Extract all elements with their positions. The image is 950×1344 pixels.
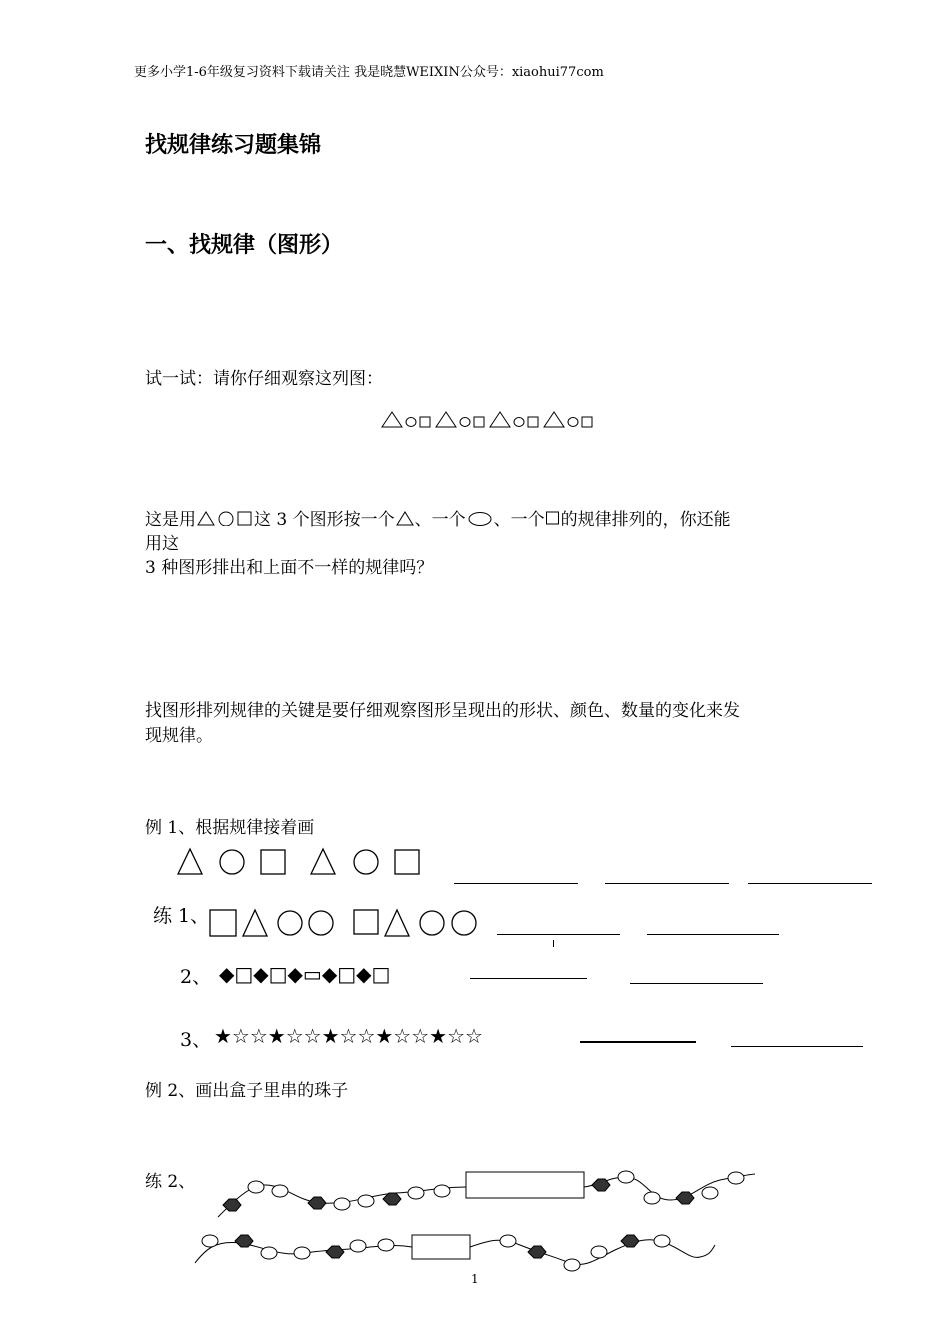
practice-3-label: 3、: [180, 1029, 212, 1051]
light-bead: [591, 1246, 607, 1258]
light-bead: [644, 1192, 660, 1204]
page-number: 1: [471, 1272, 479, 1286]
square-icon: [261, 850, 285, 874]
circle-icon: [568, 418, 578, 427]
answer-blank[interactable]: [470, 978, 587, 979]
light-bead: [248, 1181, 264, 1193]
square-icon: [528, 417, 538, 427]
dark-bead: [308, 1197, 326, 1209]
triangle-icon: [385, 910, 409, 936]
light-bead: [408, 1187, 424, 1199]
circle-icon: [452, 911, 476, 935]
key-line-1: 找图形排列规律的关键是要仔细观察图形呈现出的形状、颜色、数量的变化来发: [145, 701, 740, 721]
triangle-icon: [243, 910, 267, 936]
triangle-icon: [544, 412, 564, 427]
light-bead: [618, 1171, 634, 1183]
example-2-label: 例 2、画出盒子里串的珠子: [145, 1081, 349, 1101]
circle-icon: [309, 911, 333, 935]
shape-sequence-svg: [380, 410, 610, 430]
explain-text-c: 、一个: [414, 510, 466, 530]
square-icon: [582, 417, 592, 427]
circle-icon: [278, 911, 302, 935]
example-1-label: 例 1、根据规律接着画: [145, 818, 315, 838]
light-bead: [358, 1195, 374, 1207]
bead-strings-diagram: [190, 1165, 760, 1275]
answer-blank[interactable]: [605, 883, 729, 884]
triangle-icon: [198, 512, 214, 525]
answer-blank[interactable]: [630, 983, 763, 984]
light-bead: [378, 1239, 394, 1251]
answer-blank[interactable]: [580, 1041, 696, 1043]
explain-text-e: 的规律排列的，你还能: [560, 510, 731, 530]
explain-text-b: 这 3 个图形按一个: [254, 510, 395, 530]
triangle-icon: [382, 412, 402, 427]
light-bead: [654, 1235, 670, 1247]
key-line-2: 现规律。: [145, 726, 213, 746]
circle-icon: [460, 418, 470, 427]
practice-4-label: 练 2、: [145, 1172, 196, 1192]
stray-mark: [553, 940, 554, 947]
bead-box-1: [466, 1172, 584, 1198]
square-icon: [420, 417, 430, 427]
practice-2-symbols: ◆□◆□◆▭◆□◆□: [219, 962, 391, 986]
circle-icon: [354, 850, 378, 874]
circle-icon: [220, 850, 244, 874]
answer-blank[interactable]: [748, 883, 872, 884]
explain-line-3: 3 种图形排出和上面不一样的规律吗？: [145, 558, 434, 578]
light-bead: [702, 1187, 718, 1199]
example-1-shapes: [175, 845, 425, 877]
square-icon: [395, 850, 419, 874]
answer-blank[interactable]: [454, 883, 578, 884]
light-bead: [272, 1185, 288, 1197]
practice-2-label: 2、: [180, 966, 212, 988]
light-bead: [202, 1235, 218, 1247]
explain-text-d: 、一个: [493, 510, 545, 530]
oval-icon: [466, 510, 494, 526]
answer-blank[interactable]: [647, 934, 779, 935]
explain-line-1: [145, 505, 731, 530]
square-icon: [210, 910, 236, 936]
triangle-icon: [436, 412, 456, 427]
section-heading: 一、找规律（图形）: [145, 233, 344, 258]
document-title: 找规律练习题集锦: [145, 133, 322, 158]
practice-3-symbols: ★☆☆★☆☆★☆☆★☆☆★☆☆: [214, 1024, 483, 1048]
dark-bead: [528, 1246, 546, 1258]
triangle-icon: [311, 849, 335, 874]
light-bead: [564, 1259, 580, 1271]
circle-icon: [406, 418, 416, 427]
page-header: 更多小学1-6年级复习资料下载请关注 我是晓慧WEIXIN公众号：xiaohui77com: [134, 65, 604, 80]
dark-bead: [621, 1235, 639, 1247]
light-bead: [350, 1240, 366, 1252]
practice-1-shapes: [207, 906, 482, 940]
bead-box-2: [412, 1235, 470, 1259]
light-bead: [500, 1235, 516, 1247]
circle-icon: [420, 911, 444, 935]
light-bead: [728, 1172, 744, 1184]
shapes-inline-svg: [196, 510, 254, 526]
square-icon: [354, 910, 378, 934]
circle-icon: [514, 418, 524, 427]
square-icon: [474, 417, 484, 427]
triangle-icon: [395, 510, 415, 526]
explain-line-2: 用这: [145, 534, 179, 554]
dark-bead: [326, 1246, 344, 1258]
light-bead: [434, 1185, 450, 1197]
answer-blank[interactable]: [497, 934, 620, 935]
square-icon: [545, 510, 561, 526]
try-prompt: 试一试：请你仔细观察这列图：: [145, 369, 383, 389]
triangle-icon: [178, 849, 202, 874]
circle-icon: [219, 512, 233, 526]
practice-1-label: 练 1、: [153, 905, 210, 927]
light-bead: [294, 1247, 310, 1259]
answer-blank[interactable]: [731, 1046, 863, 1047]
square-icon: [238, 512, 251, 525]
light-bead: [334, 1198, 350, 1210]
dark-bead: [383, 1193, 401, 1205]
triangle-icon: [490, 412, 510, 427]
light-bead: [261, 1247, 277, 1259]
explain-text-a: 这是用: [145, 510, 196, 530]
